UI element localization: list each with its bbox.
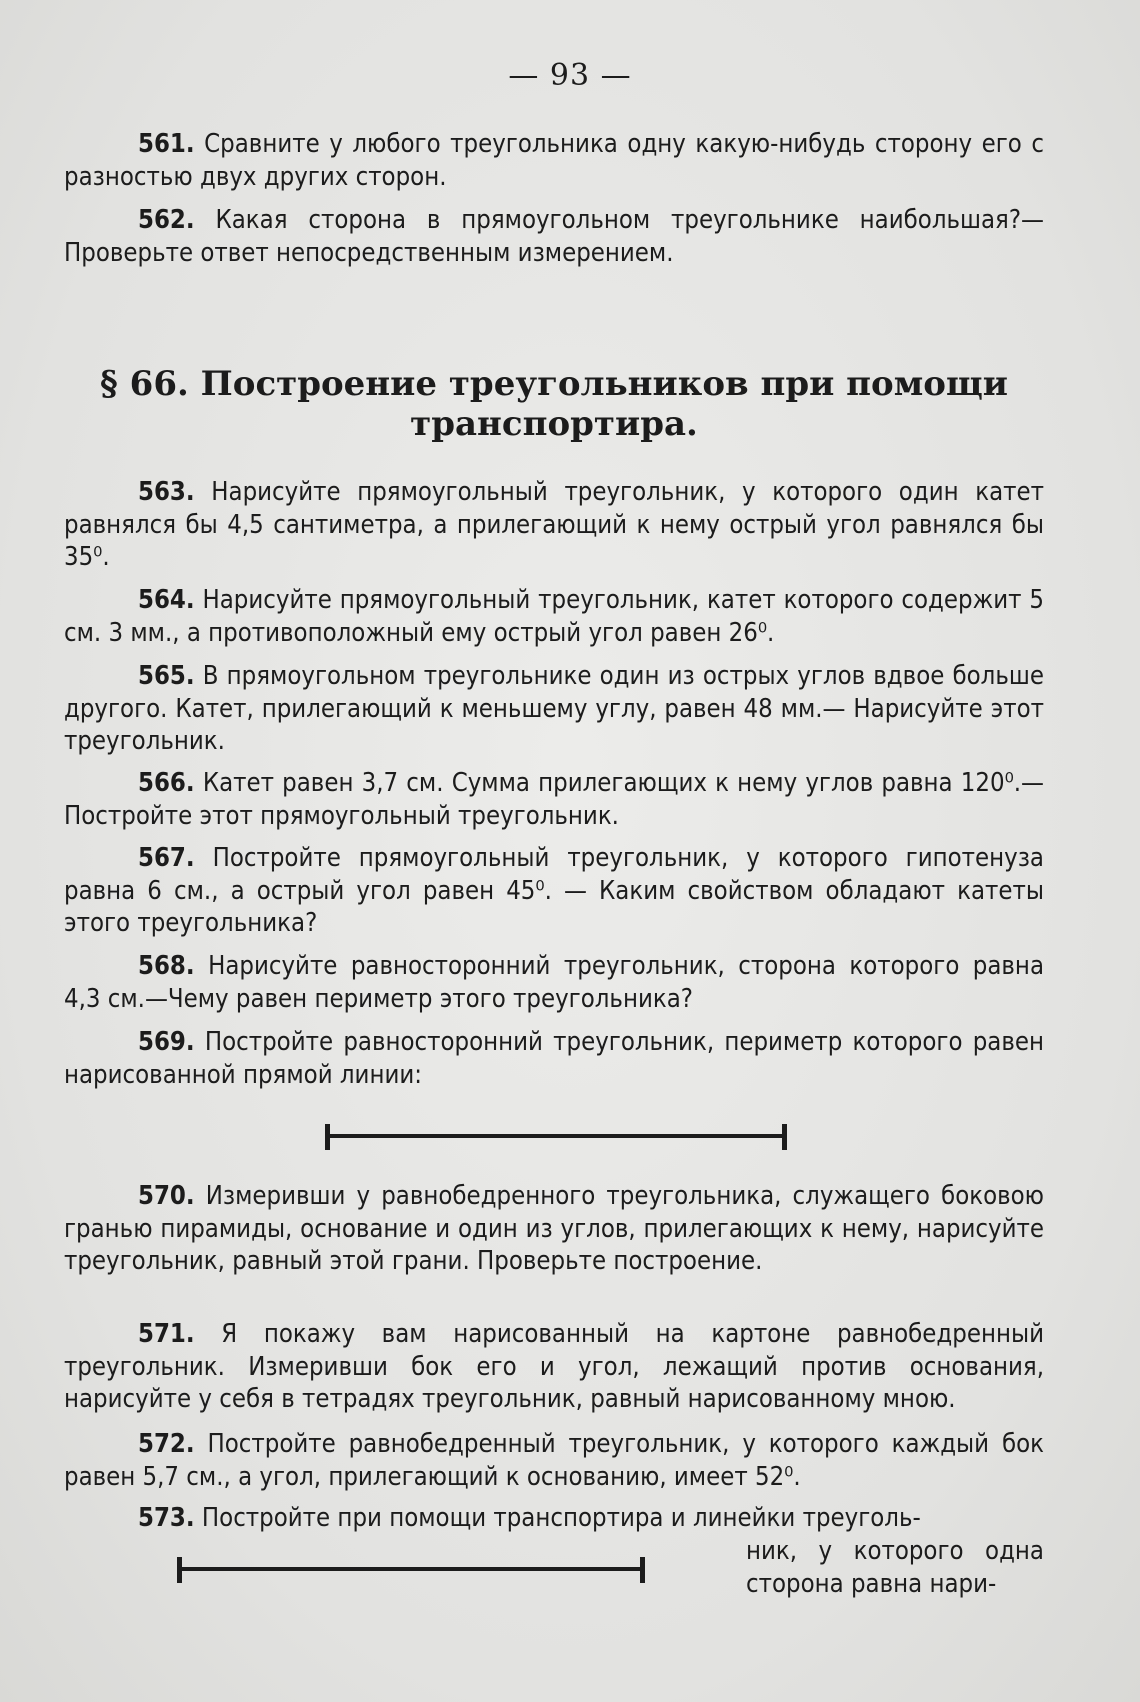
problem-573-continuation: ник, у которого одна сторона равна нари- xyxy=(746,1536,1044,1599)
problem-number: 565. xyxy=(138,661,195,691)
problem-number: 568. xyxy=(138,951,195,981)
problem-text: Я покажу вам нарисованный на картоне равнобедренный треугольник. Измеривши бок его и угол, лежащий против основания, нарисуйте у себя в тетрадях треугольник, равный нарисованному мною. xyxy=(64,1319,1045,1414)
problem-number: 563. xyxy=(138,477,195,507)
problem-text: Нарисуйте прямоугольный треугольник, катет которого содержит 5 см. 3 мм., а противоположный ему острый угол равен 26⁰. xyxy=(64,585,1044,648)
problem-number: 564. xyxy=(138,585,195,615)
problem-text: Нарисуйте равносторонний треугольник, сторона которого равна 4,3 см.—Чему равен периметр этого треугольника? xyxy=(64,951,1044,1014)
page-number: — 93 — xyxy=(508,58,632,93)
problem-text: Постройте прямоугольный треугольник, у которого гипотенуза равна 6 см., а острый угол равен 45⁰. — Каким свойством обладают катеты этого треугольника? xyxy=(64,843,1044,938)
section-title-line2: транспортира. xyxy=(410,404,698,444)
problem-text: Какая сторона в прямоугольном треугольнике наибольшая?— Проверьте ответ непосредственным измерением. xyxy=(64,205,1044,268)
problem-573 xyxy=(64,1502,1044,1535)
problem-572 xyxy=(64,1428,1044,1493)
problem-566 xyxy=(64,767,1044,832)
problem-number: 567. xyxy=(138,843,195,873)
problem-number: 562. xyxy=(138,205,195,235)
problem-number: 573. xyxy=(138,1503,195,1533)
problem-text: Нарисуйте прямоугольный треугольник, у которого один катет равнялся бы 4,5 сантиметра, а прилегающий к нему острый угол равнялся бы 35⁰. xyxy=(64,477,1044,572)
problem-564 xyxy=(64,584,1044,649)
problem-number: 566. xyxy=(138,768,195,798)
given-segment-573 xyxy=(180,1567,642,1571)
section-title-line1: § 66. Построение треугольников при помощи xyxy=(100,364,1008,404)
problem-number: 571. xyxy=(138,1319,195,1349)
problem-561 xyxy=(64,128,1044,193)
problem-569 xyxy=(64,1026,1044,1091)
problem-text: Сравните у любого треугольника одну какую-нибудь сторону его с разностью двух других сторон. xyxy=(64,129,1044,192)
problem-text: В прямоугольном треугольнике один из острых углов вдвое больше другого. Катет, прилегающий к меньшему углу, равен 48 мм.— Нарисуйте этот треугольник. xyxy=(64,661,1044,756)
problem-text: Измеривши у равнобедренного треугольника, служащего боковою гранью пирамиды, основание и один из углов, прилегающих к нему, нарисуйте треугольник, равный этой грани. Проверьте построение. xyxy=(64,1181,1044,1276)
problem-number: 570. xyxy=(138,1181,195,1211)
problem-number: 569. xyxy=(138,1027,195,1057)
problem-571 xyxy=(64,1318,1044,1416)
problem-567 xyxy=(64,842,1044,940)
problem-text: Постройте равносторонний треугольник, периметр которого равен нарисованной прямой линии: xyxy=(64,1027,1044,1090)
problem-text: Постройте при помощи транспортира и линейки треуголь- xyxy=(201,1503,921,1533)
problem-565 xyxy=(64,660,1044,758)
problem-text: Катет равен 3,7 см. Сумма прилегающих к нему углов равна 120⁰.—Постройте этот прямоугольный треугольник. xyxy=(64,768,1044,831)
section-heading xyxy=(64,364,1044,444)
problem-570 xyxy=(64,1180,1044,1278)
problem-563 xyxy=(64,476,1044,574)
problem-text: Постройте равнобедренный треугольник, у которого каждый бок равен 5,7 см., а угол, прилегающий к основанию, имеет 52⁰. xyxy=(64,1429,1044,1492)
problem-568 xyxy=(64,950,1044,1015)
problem-562 xyxy=(64,204,1044,269)
problem-number: 572. xyxy=(138,1429,195,1459)
given-segment-569 xyxy=(328,1134,784,1138)
problem-number: 561. xyxy=(138,129,195,159)
